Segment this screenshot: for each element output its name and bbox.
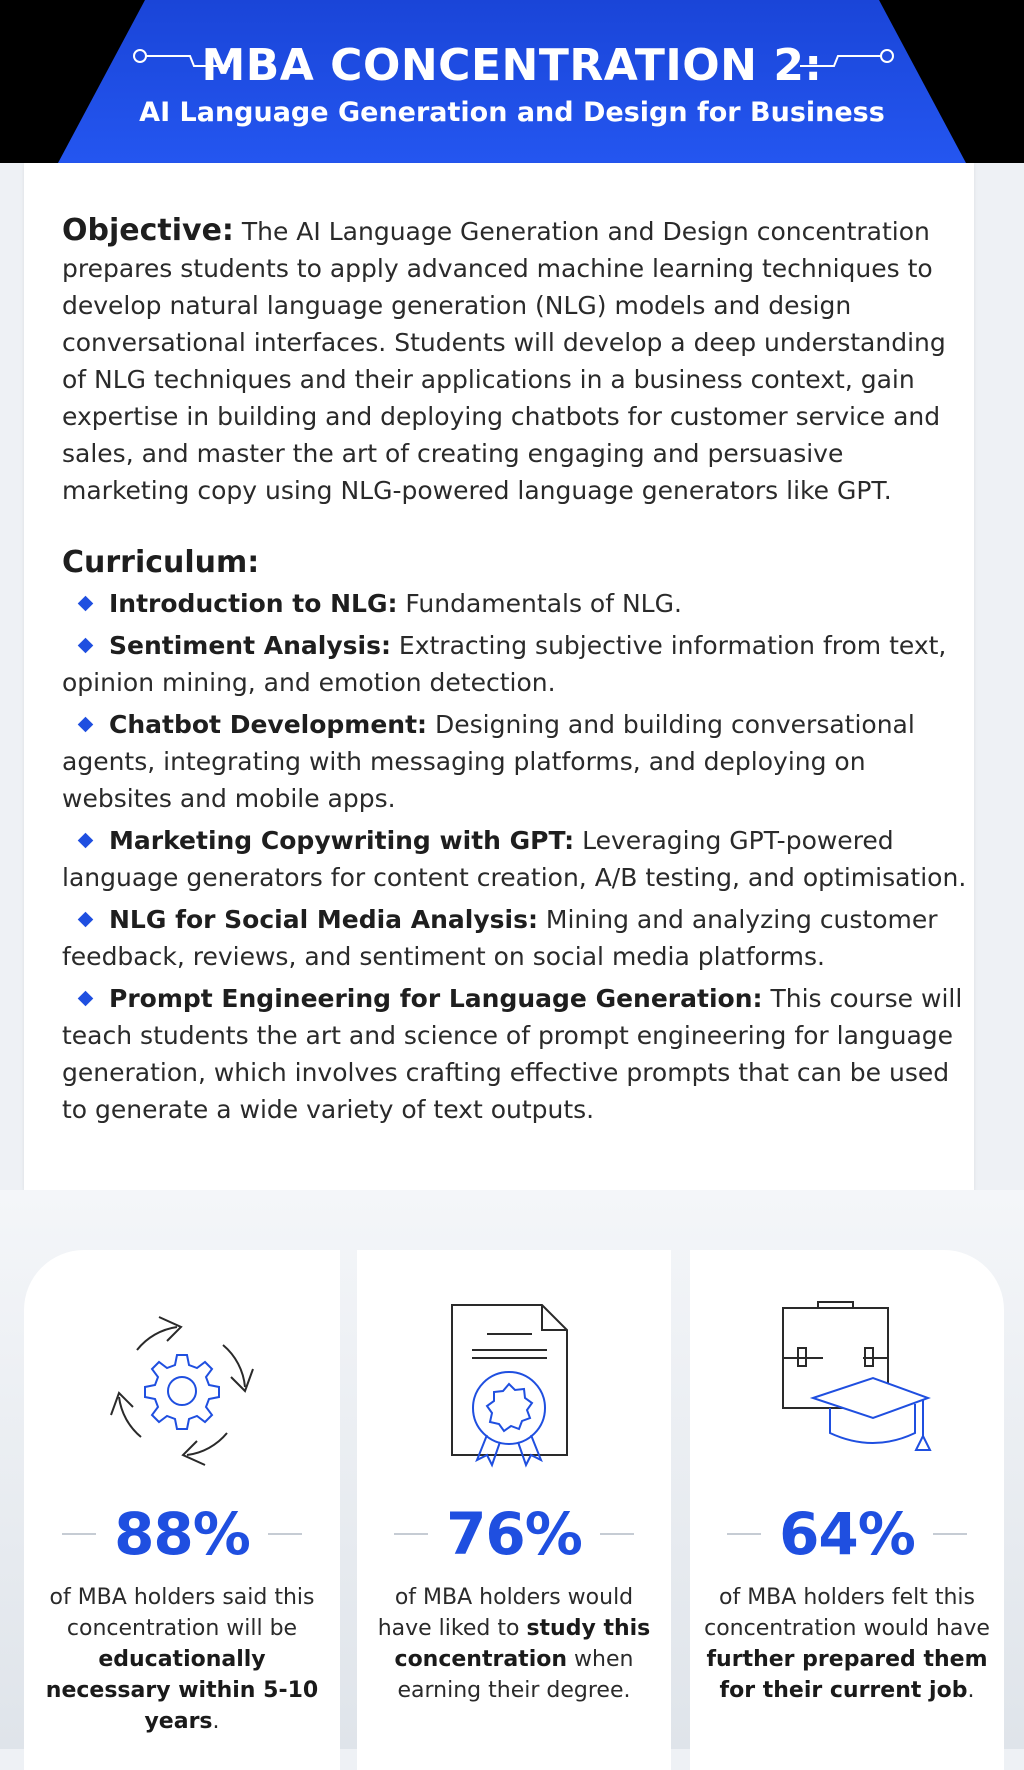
curriculum-item-name: Chatbot Development:: [109, 710, 428, 739]
diamond-bullet-icon: [78, 595, 94, 611]
divider-line: [600, 1533, 634, 1535]
diamond-bullet-icon: [78, 911, 94, 927]
stat-card-1: [24, 1250, 340, 1770]
stat-percent-row: [690, 1500, 1004, 1568]
stat-percent: 64%: [779, 1500, 915, 1568]
objective-text: The AI Language Generation and Design concentration prepares students to apply advanced machine learning techniques to develop natural language generation (NLG) models and design conversational interfaces. Students will develop a deep understanding of NLG techniques and their applications in a business context, gain expertise in building and deploying chatbots for customer service and sales, and master the art of creating engaging and persuasive marketing copy using NLG-powered language generators like GPT.: [62, 217, 946, 505]
diamond-bullet-icon: [78, 637, 94, 653]
briefcase-graduation-icon: [763, 1298, 933, 1468]
divider-line: [394, 1533, 428, 1535]
curriculum-item: [62, 822, 972, 896]
diamond-bullet-icon: [78, 716, 94, 732]
certificate-icon: [442, 1300, 582, 1480]
curriculum-item-desc: This course will teach students the art and science of prompt engineering for language generation, which involves crafting effective prompts that can be used to generate a wide variety of text outputs.: [62, 984, 963, 1124]
divider-line: [727, 1533, 761, 1535]
diamond-bullet-icon: [78, 990, 94, 1006]
curriculum-item: [62, 901, 972, 975]
stat-description: of MBA holders would have liked to study this concentration when earning their degree.: [377, 1585, 651, 1703]
curriculum-item-name: Introduction to NLG:: [109, 589, 398, 618]
objective-label: Objective:: [62, 213, 234, 248]
curriculum-item-desc: Leveraging GPT-powered language generators for content creation, A/B testing, and optimisation.: [62, 826, 967, 892]
curriculum-item: [62, 706, 972, 817]
page-header: [0, 0, 1024, 163]
page-subtitle: AI Language Generation and Design for Business: [139, 97, 885, 128]
divider-line: [268, 1533, 302, 1535]
gear-cycle-icon: [97, 1305, 267, 1475]
stat-description: of MBA holders said this concentration will be educationally necessary within 5-10 years.: [45, 1585, 319, 1734]
curriculum-item: [62, 585, 972, 622]
diamond-bullet-icon: [78, 832, 94, 848]
page-title: MBA CONCENTRATION 2:: [201, 40, 823, 91]
curriculum-item-desc: Designing and building conversational agents, integrating with messaging platforms, and deploying on websites and mobile apps.: [62, 710, 915, 813]
curriculum-item-name: Sentiment Analysis:: [109, 631, 391, 660]
divider-line: [62, 1533, 96, 1535]
objective-paragraph: [62, 212, 962, 509]
curriculum-item-desc: Extracting subjective information from text, opinion mining, and emotion detection.: [62, 631, 947, 697]
curriculum-item-name: Marketing Copywriting with GPT:: [109, 826, 575, 855]
stat-card-2: [357, 1250, 671, 1770]
stat-card-3: [690, 1250, 1004, 1770]
curriculum-heading: Curriculum:: [62, 545, 260, 580]
curriculum-item-name: NLG for Social Media Analysis:: [109, 905, 538, 934]
divider-line: [933, 1533, 967, 1535]
stat-percent-row: [357, 1500, 671, 1568]
curriculum-item: [62, 627, 972, 701]
curriculum-item-desc: Mining and analyzing customer feedback, reviews, and sentiment on social media platforms.: [62, 905, 938, 971]
stat-percent: 76%: [446, 1500, 582, 1568]
curriculum-item: [62, 980, 972, 1128]
curriculum-item-name: Prompt Engineering for Language Generation:: [109, 984, 763, 1013]
stat-percent-row: [24, 1500, 340, 1568]
stat-percent: 88%: [114, 1500, 250, 1568]
curriculum-list: [62, 585, 972, 1133]
stat-description: of MBA holders felt this concentration would have further prepared them for their current job.: [704, 1585, 990, 1703]
curriculum-item-desc: Fundamentals of NLG.: [397, 589, 682, 618]
